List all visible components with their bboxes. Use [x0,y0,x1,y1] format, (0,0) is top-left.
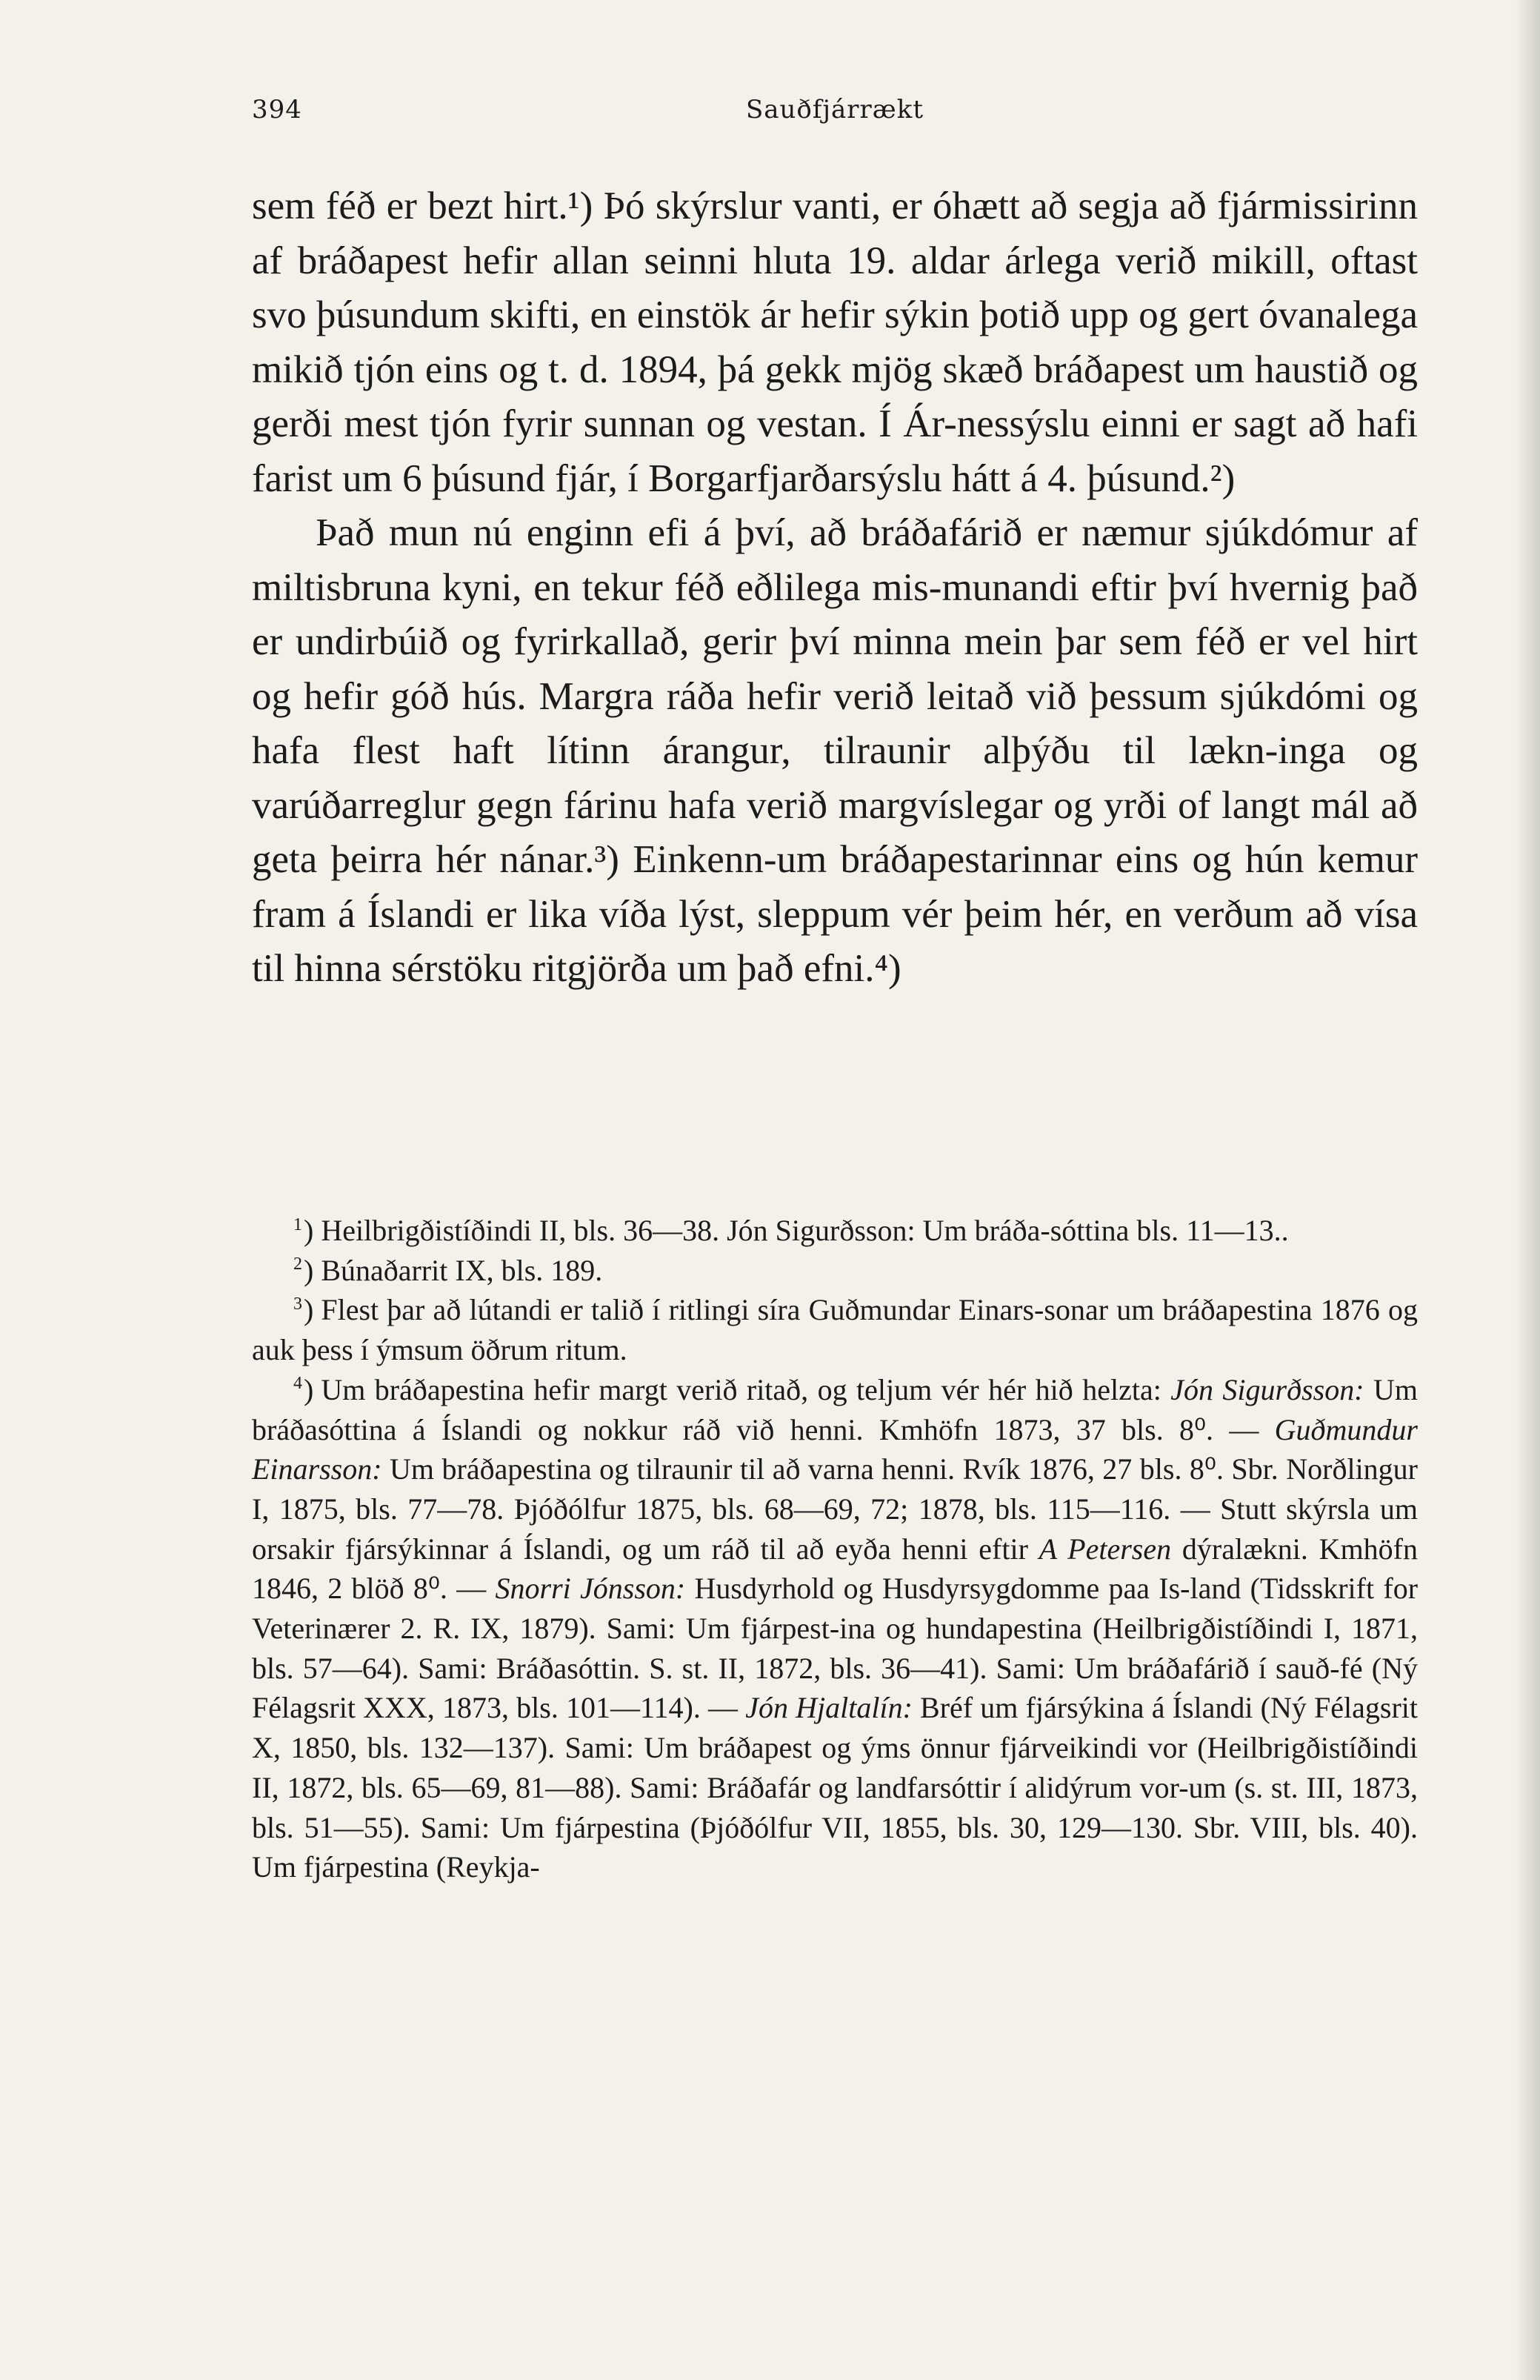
footnote-3: $^3$) Flest þar að lútandi er talið í ritlingi síra Guðmundar Einars-sonar um bráðapestina 1876 og auk þess í ýmsum öðrum ritum. [252,1293,1418,1367]
page-edge-shadow [1515,0,1540,2380]
footnote-author: Snorri Jónsson: [495,1572,686,1606]
footnote-text: Flest þar að lútandi er talið í ritlingi síra Guðmundar Einars-sonar um bráðapestina 1876 og auk þess í ýmsum öðrum ritum. [252,1293,1418,1367]
footnote-author: Jón Sigurðsson: [1170,1372,1364,1406]
page-header [252,95,1418,139]
body-paragraph-2: Það mun nú enginn efi á því, að bráðafárið er næmur sjúkdómur af miltisbruna kyni, en tekur féð eðlilega mis-munandi eftir því hvernig það er undirbúið og fyrirkallað, gerir því minna mein þar sem féð er vel hirt og hefir góð hús. Margra ráða hefir verið leitað við þessum sjúkdómi og hafa flest haft lítinn árangur, tilraunir alþýðu til lækn-inga og varúðarreglur gegn fárinu hafa verið margvíslegar og yrði of langt mál að geta þeirra hér nánar.³) Einkenn-um bráðapestarinnar eins og hún kemur fram á Íslandi er lika víða lýst, sleppum vér þeim hér, en verðum að vísa til hinna sérstöku ritgjörða um það efni.⁴) [252,511,1418,990]
footnote-author: Jón Hjaltalín: [745,1691,913,1725]
page-number: 394 [252,95,302,124]
footnotes [252,1211,1418,1887]
footnote-1: $^1$) Heilbrigðistíðindi II, bls. 36—38. Jón Sigurðsson: Um bráða-sóttina bls. 11—13.. [293,1214,1289,1247]
body-paragraph-1: sem féð er bezt hirt.¹) Þó skýrslur vanti, er óhætt að segja að fjármissirinn af bráðapest hefir allan seinni hluta 19. aldar árlega verið mikill, oftast svo þúsundum skifti, en einstök ár hefir sýkin þotið upp og gert óvanalega mikið tjón eins og t. d. 1894, þá gekk mjög skæð bráðapest um haustið og gerði mest tjón fyrir sunnan og vestan. Í Ár-nessýslu einni er sagt að hafi farist um 6 þúsund fjár, í Borgarfjarðarsýslu hátt á 4. þúsund.²) [252,185,1418,500]
footnote-text: Um bráðasóttina á Íslandi og nokkur ráð við henni. Kmhöfn 1873, 37 bls. 8⁰. — [252,1372,1419,1446]
body-text [252,179,1418,997]
footnote-author: Guðmundur Einarsson: [252,1412,1418,1486]
footnote-text: Um bráðapestina hefir margt verið ritað, og teljum vér hér hið helzta: [321,1372,1171,1406]
footnote-text: Husdyrhold og Husdyrsygdomme paa Is-land (Tidsskrift for Veterinærer 2. R. IX, 1879). Sami: Um fjárpest-ina og hundapestina (Heilbrigðistíðindi I, 1871, bls. 57—64). Sami: Bráðasóttin. S. st. II, 1872, bls. 36—41). Sami: Um bráðafárið í sauð-fé (Ný Félagsrit XXX, 1873, bls. 101—114). — [252,1572,1419,1725]
footnote-marker: 3 [293,1294,302,1314]
footnote-marker: 2 [293,1254,302,1274]
footnote-author: A Petersen [1039,1532,1172,1566]
footnote-text: Um bráðapestina og tilraunir til að varna henni. Rvík 1876, 27 bls. 8⁰. Sbr. Norðlingur I, 1875, bls. 77—78. Þjóðólfur 1875, bls. 68—69, 72; 1878, bls. 115—116. — Stutt skýrsla um orsakir fjársýkinnar á Íslandi, og um ráð til að eyða henni eftir [252,1452,1418,1566]
footnote-text: Bréf um fjársýkina á Íslandi (Ný Félagsrit X, 1850, bls. 132—137). Sami: Um bráðapest og ýms önnur fjárveikindi vor (Heilbrigðistíðindi II, 1872, bls. 65—69, 81—88). Sami: Bráðafár og landfarsóttir í alidýrum vor-um (s. st. III, 1873, bls. 51—55). Sami: Um fjárpestina (Þjóðólfur VII, 1855, bls. 30, 129—130. Sbr. VIII, bls. 40). Um fjárpestina (Reykja- [252,1691,1419,1884]
footnote-text: dýralækni. Kmhöfn 1846, 2 blöð 8⁰. — [252,1532,1418,1606]
footnote-marker: 1 [293,1214,302,1234]
running-title: Sauðfjárrækt [745,95,924,124]
footnote-text: Búnaðarrit IX, bls. 189. [321,1253,603,1287]
footnote-text: Heilbrigðistíðindi II, bls. 36—38. Jón Sigurðsson: Um bráða-sóttina bls. 11—13.. [321,1214,1289,1247]
footnote-4: $^4$) Um bráðapestina hefir margt verið ritað, og teljum vér hér hið helzta: Jón Sigurðsson: Um bráðasóttina á Íslandi og nokkur ráð við henni. Kmhöfn 1873, 37 bls. 8⁰. — Guðmundur Einarsson: Um bráðapestina og tilraunir til að varna henni. Rvík 1876, 27 bls. 8⁰. Sbr. Norðlingur I, 1875, bls. 77—78. Þjóðólfur 1875, bls. 68—69, 72; 1878, bls. 115—116. — Stutt skýrsla um orsakir fjársýkinnar á Íslandi, og um ráð til að eyða henni eftir A Petersen dýralækni. Kmhöfn 1846, 2 blöð 8⁰. — Snorri Jónsson: Husdyrhold og Husdyrsygdomme paa Is-land (Tidsskrift for Veterinærer 2. R. IX, 1879). Sami: Um fjárpest-ina og hundapestina (Heilbrigðistíðindi I, 1871, bls. 57—64). Sami: Bráðasóttin. S. st. II, 1872, bls. 36—41). Sami: Um bráðafárið í sauð-fé (Ný Félagsrit XXX, 1873, bls. 101—114). — Jón Hjaltalín: Bréf um fjársýkina á Íslandi (Ný Félagsrit X, 1850, bls. 132—137). Sami: Um bráðapest og ýms önnur fjárveikindi vor (Heilbrigðistíðindi II, 1872, bls. 65—69, 81—88). Sami: Bráðafár og landfarsóttir í alidýrum vor-um (s. st. III, 1873, bls. 51—55). Sami: Um fjárpestina (Þjóðólfur VII, 1855, bls. 30, 129—130. Sbr. VIII, bls. 40). Um fjárpestina (Reykja- [252,1372,1419,1884]
footnote-marker: 4 [293,1374,302,1394]
footnote-2: $^2$) Búnaðarrit IX, bls. 189. [293,1253,603,1287]
